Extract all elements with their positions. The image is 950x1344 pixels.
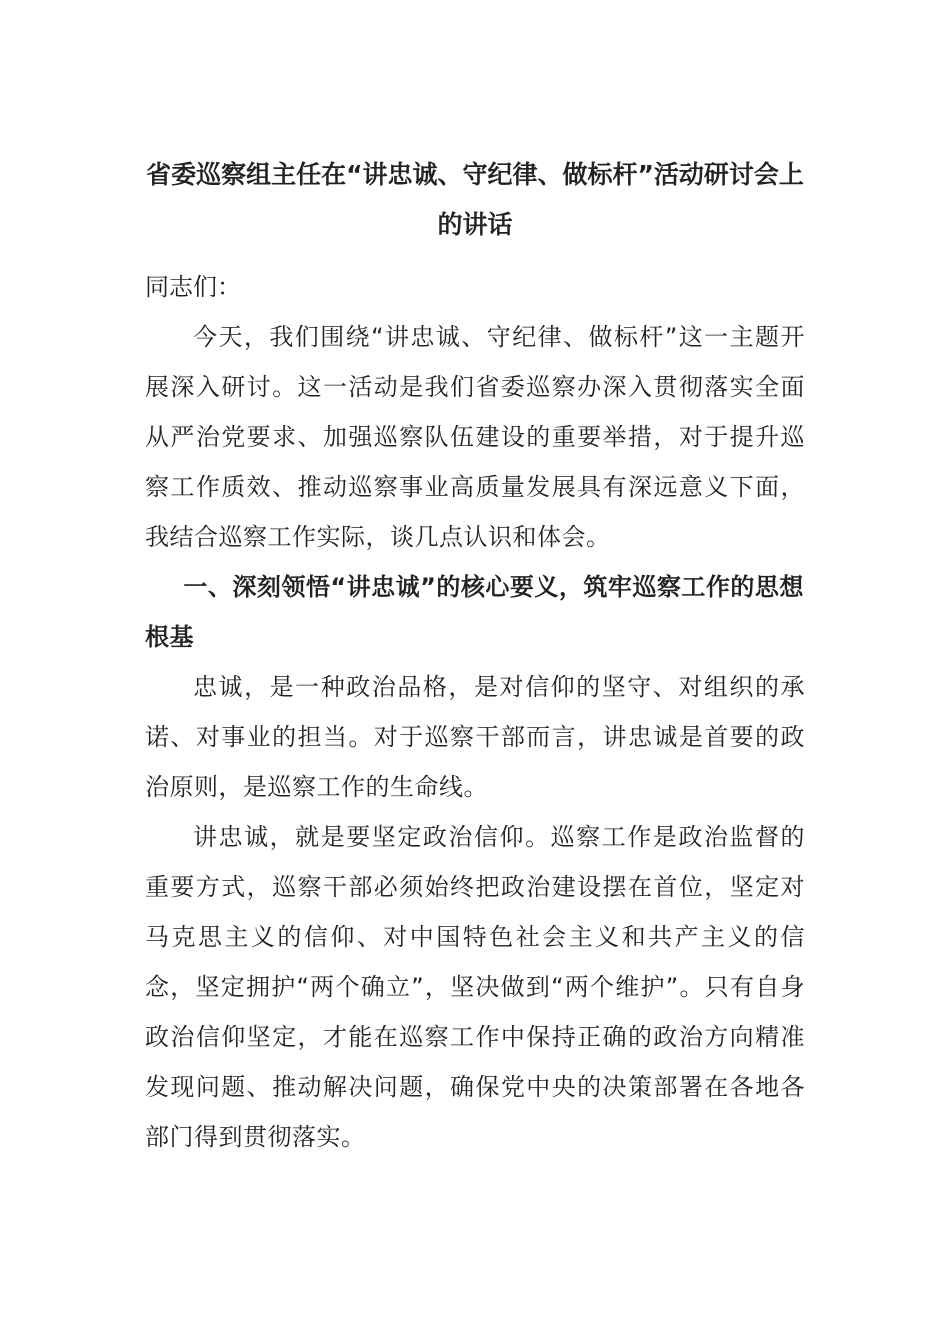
section1-paragraph: 讲忠诚，就是要坚定政治信仰。巡察工作是政治监督的重要方式，巡察干部必须始终把政治建设摆在首位，坚定对马克思主义的信仰、对中国特色社会主义和共产主义的信念，坚定拥护“两个确立”，坚决做到“两个维护”。只有自身政治信仰坚定，才能在巡察工作中保持正确的政治方向精准发现问题、推动解决问题，确保党中央的决策部署在各地各部门得到贯彻落实。 bbox=[145, 823, 805, 1151]
section1-paragraph: 忠诚，是一种政治品格，是对信仰的坚守、对组织的承诺、对事业的担当。对于巡察干部而言，讲忠诚是首要的政治原则，是巡察工作的生命线。 bbox=[145, 673, 805, 801]
document-title: 省委巡察组主任在“讲忠诚、守纪律、做标杆”活动研讨会上的讲话 bbox=[146, 160, 804, 239]
intro-paragraph: 今天，我们围绕“讲忠诚、守纪律、做标杆”这一主题开展深入研讨。这一活动是我们省委巡察办深入贯彻落实全面从严治党要求、加强巡察队伍建设的重要举措，对于提升巡察工作质效、推动巡察事业高质量发展具有深远意义下面，我结合巡察工作实际，谈几点认识和体会。 bbox=[145, 323, 805, 551]
salutation: 同志们： bbox=[145, 273, 241, 301]
section-heading-1: 一、深刻领悟“讲忠诚”的核心要义，筑牢巡察工作的思想根基 bbox=[145, 573, 804, 651]
document-page bbox=[145, 150, 805, 1162]
